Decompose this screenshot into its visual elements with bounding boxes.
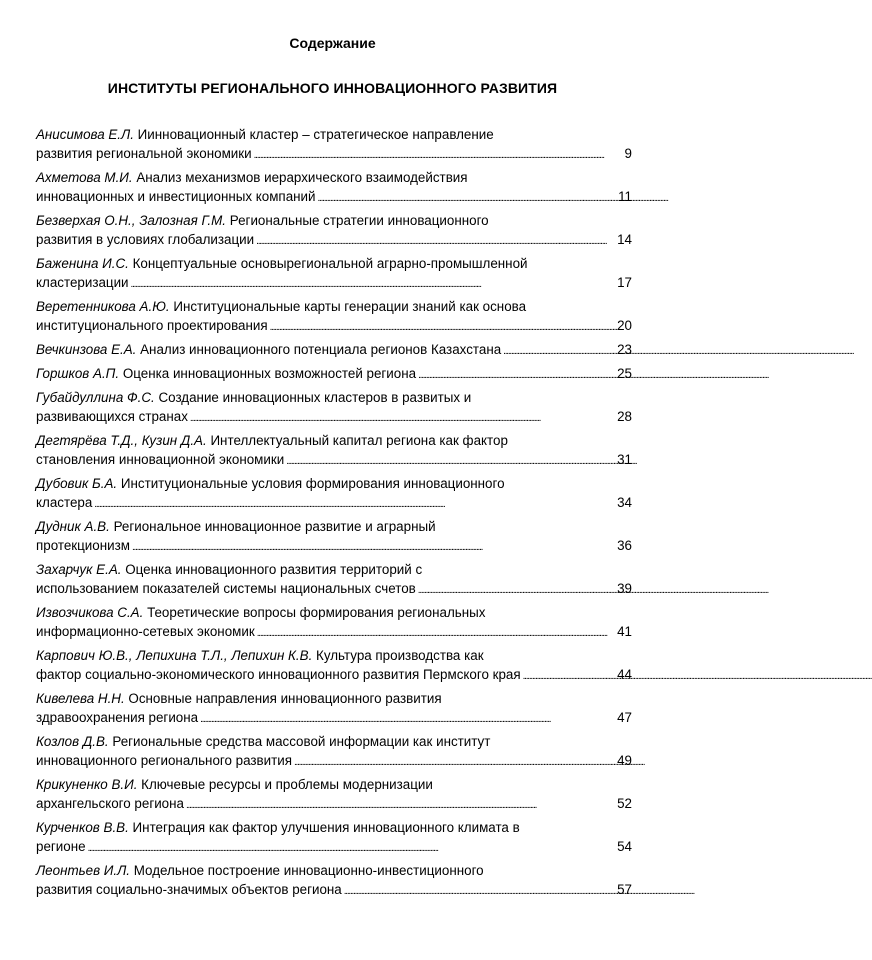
toc-entry-title: Культура производства как [316,648,484,663]
toc-entry-title: Концептуальные основырегиональной аграрно-промышленной [132,256,528,271]
toc-entry-title: Ключевые ресурсы и проблемы модернизации [141,777,433,792]
toc-entry-title: Теоретические вопросы формирования региональных [147,605,486,620]
toc-entry-author: Губайдуллина Ф.С. [36,390,155,405]
toc-entry[interactable] [36,254,632,294]
toc-entry-title-continued: развивающихся странах [36,409,188,424]
toc-entry[interactable] [36,775,632,815]
dot-leader [418,364,606,385]
toc-entry[interactable] [36,732,632,772]
dot-leader [318,187,607,208]
toc-entry-title-continued: институционального проектирования [36,318,268,333]
toc-entry[interactable] [36,431,632,471]
toc-entry-page-number[interactable]: 14 [617,232,632,247]
dot-leader [254,144,606,165]
toc-entry-author: Вечкинзова Е.А. [36,342,137,357]
toc-entry-title-continued: использованием показателей системы национальных счетов [36,581,416,596]
toc-entry-first-line [36,211,632,230]
toc-entry-second-line [36,880,632,901]
toc-entry-second-line [36,316,632,337]
toc-entry-author: Захарчук Е.А. [36,562,122,577]
toc-entry-title: Интеграция как фактор улучшения инновационного климата в [132,820,520,835]
toc-entry-second-line [36,536,632,557]
toc-entry-title: Оценка инновационных возможностей региона [122,366,417,381]
toc-entry-second-line [36,187,632,208]
toc-entry-title-continued: здравоохранения региона [36,710,199,725]
toc-entry-first-line [36,431,632,450]
toc-entry[interactable] [36,646,632,686]
toc-entry-title-continued: инновационного регионального развития [36,753,292,768]
dot-leader [131,273,606,294]
toc-entry-first-line [36,689,632,708]
toc-entry-first-line [36,517,632,536]
toc-entry-first-line [36,861,632,880]
toc-entry-first-line [36,775,632,794]
toc-entry-second-line [36,837,632,858]
page-title: Содержание [289,35,376,51]
toc-entry-second-line [36,794,632,815]
toc-entry-author: Леонтьев И.Л. [36,863,130,878]
toc-entry-first-line [36,818,632,837]
toc-entry-first-line [36,646,632,665]
toc-entry-second-line [36,622,632,643]
toc-entry-first-line [36,560,632,579]
toc-entry-second-line [36,708,632,729]
toc-entry-title-continued: кластеризации [36,275,129,290]
toc-entry[interactable] [36,689,632,729]
toc-entry-title: Создание инновационных кластеров в развитых и [158,390,472,405]
dot-leader [286,450,606,471]
toc-entry[interactable] [36,603,632,643]
toc-entry-title-continued: развития социально-значимых объектов региона [36,882,342,897]
toc-entry-page-number[interactable]: 9 [624,146,632,161]
dot-leader [344,880,606,901]
toc-entry[interactable] [36,364,632,385]
dot-leader [523,665,606,686]
toc-entry-title-continued: архангельского региона [36,796,184,811]
toc-entry-first-line [36,474,632,493]
toc-entry-author: Анисимова Е.Л. [36,127,134,142]
toc-entry-author: Кивелева Н.Н. [36,691,125,706]
toc-entry-page-number[interactable]: 11 [618,189,632,204]
toc-entry-first-line [36,340,632,361]
toc-entry-page-number[interactable]: 34 [617,495,632,510]
dot-leader [257,622,606,643]
toc-entry-second-line [36,230,632,251]
toc-entry-page-number[interactable]: 44 [617,667,632,682]
dot-leader [294,751,606,772]
toc-entry-page-number[interactable]: 20 [617,318,632,333]
toc-entry[interactable] [36,474,632,514]
toc-entry-page-number[interactable]: 23 [617,342,632,357]
toc-entry-first-line [36,168,632,187]
toc-entry-title: Анализ инновационного потенциала регионов Казахстана [140,342,502,357]
toc-entry-page-number[interactable]: 52 [617,796,632,811]
toc-entry-author: Курченков В.В. [36,820,129,835]
toc-entry-first-line [36,297,632,316]
toc-entry-second-line [36,273,632,294]
toc-entry-title-continued: развития региональной экономики [36,146,252,161]
toc-entry-author: Дегтярёва Т.Д., Кузин Д.А. [36,433,207,448]
toc-entry[interactable] [36,168,632,208]
toc-entry-first-line [36,732,632,751]
toc-entry-author: Горшков А.П. [36,366,120,381]
toc-entry-title-continued: регионе [36,839,86,854]
table-of-contents [36,125,632,904]
toc-entry-title-continued: инновационных и инвестиционных компаний [36,189,316,204]
toc-entry[interactable] [36,211,632,251]
dot-leader [256,230,606,251]
toc-entry-title: Институциональные условия формирования инновационного [120,476,505,491]
toc-entry-title: Региональное инновационное развитие и аграрный [113,519,436,534]
dot-leader [94,493,606,514]
dot-leader [503,340,606,361]
toc-entry-author: Дубовик Б.А. [36,476,118,491]
toc-entry-author: Карпович Ю.В., Лепихина Т.Л., Лепихин К.В. [36,648,313,663]
dot-leader [418,579,606,600]
toc-entry-page-number[interactable]: 41 [617,624,632,639]
toc-entry-page-number[interactable]: 57 [617,882,632,897]
toc-entry-second-line [36,579,632,600]
toc-entry-author: Безверхая О.Н., Залозная Г.М. [36,213,227,228]
toc-entry-title: Региональные стратегии инновационного [229,213,489,228]
toc-entry-second-line [36,751,632,772]
toc-entry-page-number[interactable]: 47 [617,710,632,725]
toc-entry-first-line [36,388,632,407]
toc-entry-author: Ахметова М.И. [36,170,133,185]
toc-entry-author: Извозчикова С.А. [36,605,144,620]
dot-leader [200,708,606,729]
toc-entry[interactable] [36,560,632,600]
toc-entry-page-number[interactable]: 54 [617,839,632,854]
toc-entry-first-line [36,603,632,622]
toc-entry[interactable] [36,388,632,428]
toc-entry[interactable] [36,818,632,858]
toc-entry-title: Анализ механизмов иерархического взаимодействия [136,170,468,185]
toc-entry-page-number[interactable]: 39 [617,581,632,596]
toc-entry-title-continued: информационно-сетевых экономик [36,624,255,639]
dot-leader [186,794,606,815]
toc-entry-second-line [36,407,632,428]
toc-entry-title-continued: фактор социально-экономического инновационного развития Пермского края [36,667,521,682]
toc-entry-second-line [36,450,632,471]
toc-entry-second-line [36,493,632,514]
dot-leader [132,536,606,557]
dot-leader [190,407,606,428]
toc-entry-title: Региональные средства массовой информации как институт [112,734,491,749]
dot-leader [88,837,606,858]
section-heading: ИНСТИТУТЫ РЕГИОНАЛЬНОГО ИННОВАЦИОННОГО РАЗВИТИЯ [107,80,558,96]
toc-entry-title: Модельное построение инновационно-инвестиционного [133,863,484,878]
toc-entry-second-line [36,665,632,686]
toc-entry-title: Основные направления инновационного развития [128,691,442,706]
toc-entry-page-number[interactable]: 49 [617,753,632,768]
toc-entry-title: Иинновационный кластер – стратегическое направление [137,127,494,142]
toc-entry[interactable] [36,861,632,901]
toc-entry-page-number[interactable]: 28 [617,409,632,424]
toc-entry[interactable] [36,125,632,165]
toc-entry-author: Баженина И.С. [36,256,129,271]
toc-entry-second-line [36,144,632,165]
toc-entry-page-number[interactable]: 36 [617,538,632,553]
toc-entry-author: Веретенникова А.Ю. [36,299,170,314]
toc-entry[interactable] [36,297,632,337]
toc-entry-title: Институциональные карты генерации знаний как основа [173,299,527,314]
toc-entry-first-line [36,254,632,273]
toc-entry-author: Козлов Д.В. [36,734,109,749]
toc-entry-title-continued: кластера [36,495,93,510]
toc-entry-author: Дудник А.В. [36,519,110,534]
toc-entry-author: Крикуненко В.И. [36,777,138,792]
toc-entry-page-number[interactable]: 17 [617,275,632,290]
toc-entry-title-continued: становления инновационной экономики [36,452,285,467]
toc-entry-first-line [36,125,632,144]
dot-leader [270,316,606,337]
toc-entry-title: Интеллектуальный капитал региона как фактор [210,433,508,448]
toc-entry-title-continued: развития в условиях глобализации [36,232,255,247]
toc-entry-page-number[interactable]: 31 [617,452,632,467]
toc-entry-title: Оценка инновационного развития территорий с [125,562,423,577]
toc-entry-page-number[interactable]: 25 [617,366,632,381]
toc-entry-first-line [36,364,632,385]
toc-entry[interactable] [36,517,632,557]
toc-entry-title-continued: протекционизм [36,538,130,553]
toc-entry[interactable] [36,340,632,361]
